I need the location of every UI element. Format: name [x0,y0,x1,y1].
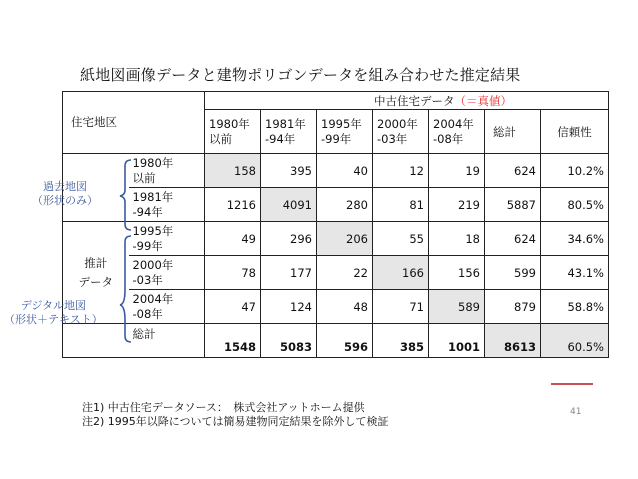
table-cell: 40 [317,154,373,188]
table-cell: 280 [317,188,373,222]
total-cell: 1548 [205,324,261,358]
table-cell: 166 [373,256,429,290]
reliability-cell: 43.1% [541,256,609,290]
grand-total-cell: 8613 [485,324,541,358]
table-cell: 78 [205,256,261,290]
truth-header-label: 中古住宅データ [374,93,455,108]
page-number: 41 [570,407,582,417]
overall-reliability-cell: 60.5% [541,324,609,358]
reliability-cell: 34.6% [541,222,609,256]
table-cell: 19 [429,154,485,188]
col-header-line1: 2000年 [377,116,418,131]
total-header: 総計 [485,110,541,154]
row-total-cell: 879 [485,290,541,324]
past-map-line2: （形状のみ） [32,194,98,207]
footnotes [82,401,389,429]
digital-map-line2: （形状＋テキスト） [4,313,103,326]
col-header-line1: 1995年 [321,116,362,131]
table-cell: 177 [261,256,317,290]
note-1: 注1) 中古住宅データソース： 株式会社アットホーム提供 [82,401,365,414]
row-header-line2: -08年 [132,306,163,321]
reliability-underline [551,383,593,385]
row-total-cell: 624 [485,222,541,256]
row-header-line1: 1995年 [132,223,174,238]
row-total-cell: 5887 [485,188,541,222]
table-cell: 296 [261,222,317,256]
digital-map-bracket [120,236,131,342]
group-label-line2: データ [78,274,113,289]
table-cell: 219 [429,188,485,222]
row-header-line1: 1981年 [132,189,174,204]
total-row-label: 総計 [129,324,205,358]
col-header-line1: 2004年 [433,116,474,131]
row-header-line1: 2004年 [132,291,174,306]
reliability-cell: 80.5% [541,188,609,222]
row-header-line1: 2000年 [132,257,174,272]
table-cell: 55 [373,222,429,256]
row-total-cell: 599 [485,256,541,290]
row-header-line2: -03年 [132,272,163,287]
col-header-line2: 以前 [209,131,232,146]
col-header-line2: -94年 [265,131,296,146]
past-map-annotation [32,180,98,208]
note-2: 注2) 1995年以降については簡易建物同定結果を除外して検証 [82,415,389,428]
total-cell: 385 [373,324,429,358]
table-cell: 158 [205,154,261,188]
total-cell: 596 [317,324,373,358]
reliability-cell: 58.8% [541,290,609,324]
truth-header-suffix: （＝真値） [454,93,512,108]
col-header-line2: -03年 [377,131,408,146]
table-cell: 18 [429,222,485,256]
table-cell: 156 [429,256,485,290]
slide-title: 紙地図画像データと建物ポリゴンデータを組み合わせた推定結果 [80,66,521,84]
row-header-line2: 以前 [132,170,156,185]
past-map-bracket [120,160,131,230]
table-cell: 124 [261,290,317,324]
table-cell: 4091 [261,188,317,222]
past-map-line1: 過去地図 [43,180,87,193]
col-header-line2: -99年 [321,131,352,146]
table-cell: 395 [261,154,317,188]
row-total-cell: 624 [485,154,541,188]
corner-label: 住宅地区 [71,115,117,129]
group-label-line1: 推計 [84,255,108,270]
table-cell: 206 [317,222,373,256]
col-header-line1: 1981年 [265,116,306,131]
col-header-line2: -08年 [433,131,464,146]
total-cell: 5083 [261,324,317,358]
digital-map-annotation [4,299,103,327]
table-cell: 12 [373,154,429,188]
table-cell: 22 [317,256,373,290]
row-header-line2: -94年 [132,204,163,219]
col-header-line1: 1980年 [209,116,250,131]
total-cell: 1001 [429,324,485,358]
reliability-cell: 10.2% [541,154,609,188]
table-cell: 48 [317,290,373,324]
row-header-line2: -99年 [132,238,163,253]
table-cell: 1216 [205,188,261,222]
table-cell: 589 [429,290,485,324]
table-cell: 71 [373,290,429,324]
table-cell: 81 [373,188,429,222]
row-header-line1: 1980年 [132,155,174,170]
table-cell: 47 [205,290,261,324]
reliability-header: 信頼性 [541,110,609,154]
digital-map-line1: デジタル地図 [20,299,87,312]
table-cell: 49 [205,222,261,256]
